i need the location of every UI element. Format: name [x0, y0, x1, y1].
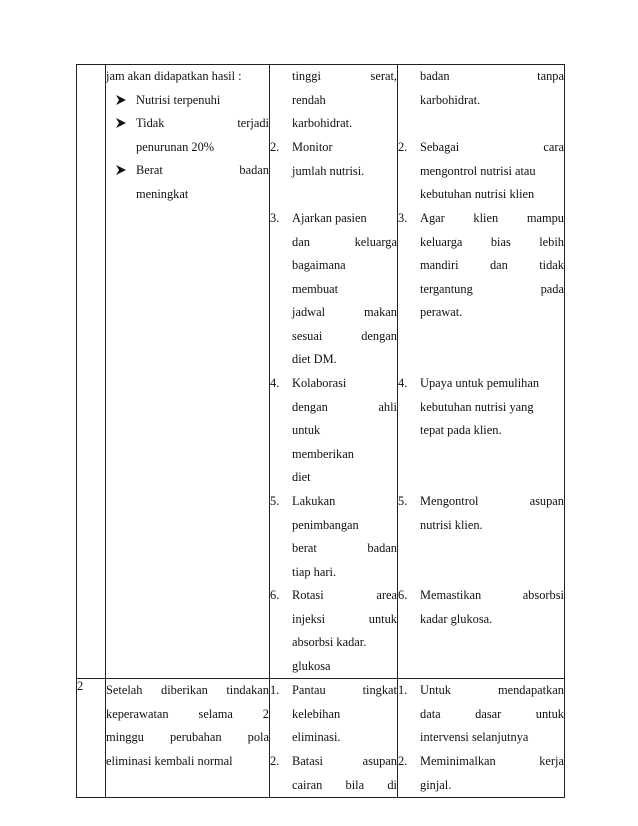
text-line: meningkat [136, 186, 189, 201]
rationale-item [398, 584, 564, 678]
text-line: diet [292, 470, 311, 484]
text-line [292, 325, 397, 349]
word: mandiri [420, 258, 459, 272]
word: keluarga [420, 234, 463, 249]
text-line: karbohidrat. [420, 92, 481, 107]
goal-cell [106, 679, 270, 798]
intervention-item [270, 679, 397, 750]
goal-cell [106, 65, 270, 679]
word: Untuk [420, 683, 451, 697]
item-number: 4. [398, 376, 408, 390]
rationale-item [398, 490, 564, 584]
rationale-item [398, 679, 564, 750]
item-number: 2. [398, 140, 408, 154]
word: untuk [535, 706, 564, 721]
row-number-cell [77, 679, 106, 798]
text-line: tiap hari. [292, 564, 337, 579]
text-line [106, 703, 269, 727]
item-text [292, 136, 397, 183]
item-number: 2. [270, 754, 280, 768]
text-line [136, 159, 269, 183]
text-line [292, 608, 397, 632]
word: dasar [475, 706, 502, 721]
criteria-item [106, 159, 269, 206]
interventions-cell [270, 65, 398, 679]
word: bias [490, 234, 511, 249]
rationale-item [398, 65, 564, 136]
text-line [420, 65, 564, 89]
text-line [420, 584, 564, 608]
word: Sebagai [420, 140, 460, 154]
text-line: Ajarkan pasien [292, 211, 367, 225]
text-line: ginjal. [420, 777, 452, 792]
text-line [420, 254, 564, 278]
word: dan [292, 234, 310, 249]
text-line [292, 679, 397, 703]
text-line: eliminasi kembali normal [106, 753, 233, 768]
text-line: Kolaborasi [292, 376, 347, 390]
arrow-bullet-icon [116, 112, 126, 136]
item-number: 2. [398, 754, 408, 768]
word: tanpa [537, 69, 564, 83]
text-line [106, 726, 269, 750]
rationale-cell [398, 65, 565, 679]
item-text [420, 65, 564, 112]
text-line: tepat pada klien. [420, 423, 502, 437]
item-number: 3. [270, 211, 280, 225]
word: tergantung [420, 281, 473, 296]
word: mendapatkan [497, 683, 564, 697]
word: 2 [262, 706, 269, 721]
word: Agar [420, 211, 445, 225]
intervention-item [270, 372, 397, 490]
text-line: kadar glukosa. [420, 611, 493, 626]
rationale-item [398, 372, 564, 490]
text-line [106, 679, 269, 703]
word: area [376, 588, 397, 602]
text-line [292, 396, 397, 420]
intervention-item [270, 584, 397, 678]
text-line [292, 231, 397, 255]
item-text [420, 136, 564, 207]
item-number: 5. [398, 494, 408, 508]
word: serat, [370, 69, 397, 83]
word: pola [247, 730, 269, 744]
text-line [420, 231, 564, 255]
word: badan [239, 163, 269, 177]
text-line: penurunan 20% [136, 139, 215, 154]
intervention-item [270, 207, 397, 372]
text-line: nutrisi klien. [420, 517, 483, 532]
rationale-item [398, 750, 564, 797]
text-line [420, 750, 564, 774]
item-text [420, 372, 564, 443]
text-line: bagaimana [292, 258, 346, 272]
item-text [292, 584, 397, 678]
word: asupan [362, 754, 397, 768]
word: bila [345, 777, 365, 792]
table-body [77, 65, 565, 798]
text-line: glukosa [292, 658, 331, 673]
word: tingkat [362, 683, 397, 697]
item-text [420, 679, 564, 750]
word: badan [367, 541, 397, 555]
text-line [292, 774, 397, 798]
text-line: penimbangan [292, 517, 359, 532]
text-line [292, 65, 397, 89]
arrow-bullet-icon [116, 89, 126, 113]
text-line: eliminasi. [292, 730, 341, 744]
criteria-text [136, 112, 269, 159]
table-row [77, 65, 565, 679]
word: dengan [292, 399, 328, 414]
word: perubahan [169, 730, 222, 744]
text-line: kebutuhan nutrisi yang [420, 399, 534, 414]
item-number: 6. [398, 588, 408, 602]
word: asupan [529, 494, 564, 508]
word: berat [292, 541, 317, 555]
word: minggu [106, 730, 144, 744]
table-row [77, 679, 565, 798]
word: sesuai [292, 328, 323, 343]
text-line: Upaya untuk pemulihan [420, 376, 540, 390]
text-line [420, 679, 564, 703]
text-line [292, 750, 397, 774]
item-number: 2. [270, 140, 280, 154]
word: tinggi [292, 69, 321, 83]
word: diberikan [161, 683, 208, 697]
criteria-text [136, 159, 269, 206]
word: tindakan [226, 683, 269, 697]
word: di [387, 777, 397, 792]
text-line [420, 490, 564, 514]
text-line [420, 703, 564, 727]
text-line: jam akan didapatkan hasil : [106, 69, 242, 83]
word: absorbsi [522, 588, 564, 602]
text-line [420, 278, 564, 302]
word: Pantau [292, 683, 326, 697]
item-text [420, 584, 564, 631]
word: kerja [539, 754, 564, 768]
item-text [292, 207, 397, 372]
text-line: memberikan [292, 446, 354, 461]
item-text [292, 490, 397, 584]
word: tidak [539, 258, 564, 272]
word: makan [363, 305, 397, 319]
nursing-care-plan-table [76, 64, 565, 798]
item-number: 5. [270, 494, 280, 508]
intervention-item [270, 490, 397, 584]
intervention-item [270, 136, 397, 207]
item-text [292, 65, 397, 136]
word: pada [540, 281, 564, 296]
text-line: Monitor [292, 140, 333, 154]
word: Mengontrol [420, 494, 479, 508]
intervention-item [270, 750, 397, 797]
text-line: kelebihan [292, 706, 341, 721]
word: injeksi [292, 611, 326, 626]
word: Tidak [136, 116, 165, 130]
word: dengan [361, 328, 397, 343]
text-line [420, 136, 564, 160]
text-line: membuat [292, 281, 339, 296]
word: dan [489, 258, 508, 272]
text-line [420, 207, 564, 231]
rationale-item [398, 207, 564, 372]
row-number: 2 [77, 679, 84, 693]
criteria-item [106, 89, 269, 113]
rationale-item [398, 136, 564, 207]
word: cairan [292, 777, 323, 792]
word: keperawatan [106, 706, 169, 721]
item-text [420, 207, 564, 325]
text-line: rendah [292, 92, 326, 107]
word: keluarga [354, 234, 397, 249]
arrow-bullet-icon [116, 159, 126, 183]
rationale-cell [398, 679, 565, 798]
word: Batasi [292, 754, 323, 768]
item-text [292, 679, 397, 750]
text-line: diet DM. [292, 352, 337, 366]
interventions-cell [270, 679, 398, 798]
word: Meminimalkan [420, 754, 496, 768]
text-line [136, 112, 269, 136]
word: badan [420, 69, 450, 83]
criteria-item [106, 112, 269, 159]
word: mampu [526, 211, 564, 225]
text-line: jumlah nutrisi. [292, 163, 365, 178]
item-text [420, 750, 564, 797]
item-number: 1. [270, 683, 280, 697]
text-line: untuk [292, 423, 321, 437]
row-number-cell [77, 65, 106, 679]
item-number: 1. [398, 683, 408, 697]
word: ahli [378, 399, 397, 414]
word: lebih [539, 234, 564, 249]
text-line: mengontrol nutrisi atau [420, 163, 536, 178]
text-line: Lakukan [292, 494, 336, 508]
text-line [292, 584, 397, 608]
item-text [420, 490, 564, 537]
word: Berat [136, 163, 163, 177]
item-number: 4. [270, 376, 280, 390]
text-line [292, 301, 397, 325]
item-text [292, 372, 397, 490]
text-line: karbohidrat. [292, 116, 353, 130]
text-line: absorbsi kadar. [292, 635, 367, 649]
word: jadwal [292, 305, 326, 319]
word: klien [473, 211, 499, 225]
text-line: kebutuhan nutrisi klien [420, 187, 535, 201]
item-number: 3. [398, 211, 408, 225]
word: terjadi [237, 116, 269, 130]
item-text [292, 750, 397, 797]
text-line: Nutrisi terpenuhi [136, 92, 221, 107]
word: Memastikan [420, 588, 482, 602]
intervention-item [270, 65, 397, 136]
criteria-text [136, 89, 269, 113]
word: cara [543, 140, 564, 154]
item-number: 6. [270, 588, 280, 602]
word: selama [198, 706, 233, 721]
word: untuk [368, 611, 397, 626]
word: Setelah [106, 683, 143, 697]
word: Rotasi [292, 588, 324, 602]
text-line [292, 537, 397, 561]
word: data [420, 706, 441, 721]
text-line: intervensi selanjutnya [420, 730, 529, 744]
text-line: perawat. [420, 305, 463, 319]
